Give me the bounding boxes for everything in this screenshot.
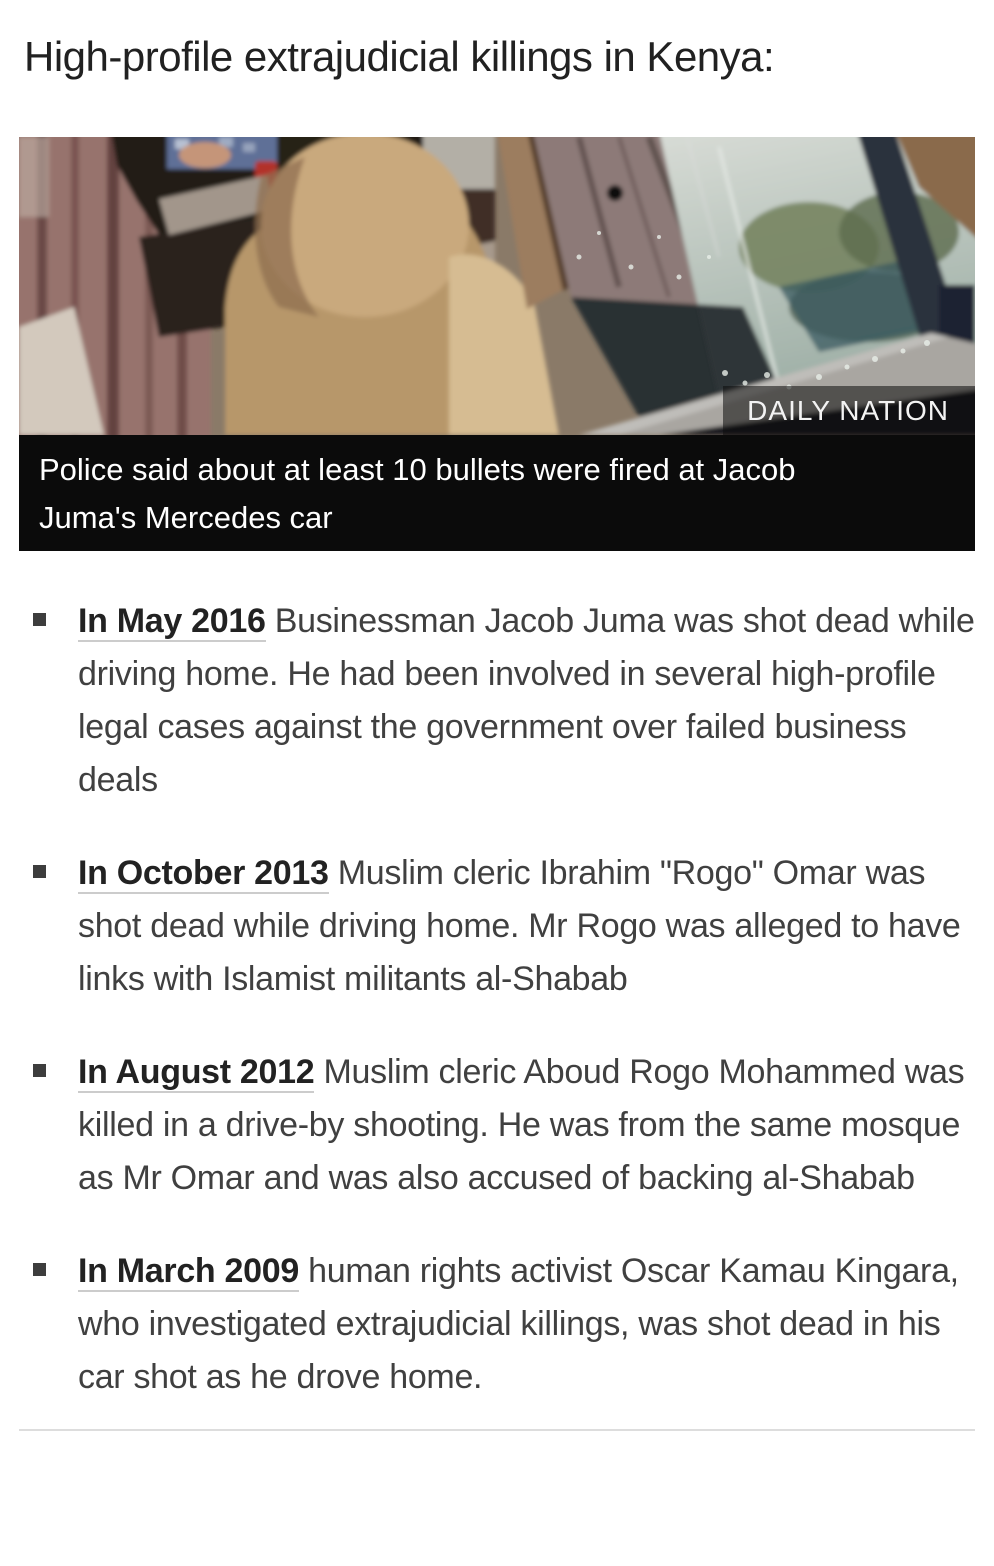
bullet-square-icon xyxy=(33,865,46,878)
timeline-item xyxy=(19,1046,975,1205)
page-title: High-profile extrajudicial killings in Kenya: xyxy=(24,33,775,80)
image-attribution-badge: DAILY NATION xyxy=(723,386,975,435)
timeline-date-link[interactable]: In August 2012 xyxy=(78,1053,315,1091)
image-caption: Police said about at least 10 bullets were fired at Jacob Juma's Mercedes car xyxy=(19,435,975,551)
bullet-square-icon xyxy=(33,1263,46,1276)
timeline-item xyxy=(19,847,975,1006)
timeline-item-text: Businessman Jacob Juma was shot dead while driving home. He had been involved in several high-profile legal cases against the government over failed business deals xyxy=(78,602,975,799)
article-section xyxy=(0,30,994,1431)
section-divider xyxy=(19,1429,975,1431)
timeline-date-link[interactable]: In October 2013 xyxy=(78,854,329,892)
timeline-item-text: Muslim cleric Ibrahim "Rogo" Omar was shot dead while driving home. Mr Rogo was alleged to have links with Islamist militants al-Shabab xyxy=(78,854,961,998)
timeline-list xyxy=(19,595,975,1404)
article-image xyxy=(19,137,975,551)
timeline-item-text: Muslim cleric Aboud Rogo Mohammed was killed in a drive-by shooting. He was from the same mosque as Mr Omar and was also accused of backing al-Shabab xyxy=(78,1053,965,1197)
bullet-square-icon xyxy=(33,1064,46,1077)
timeline-date-link[interactable]: In May 2016 xyxy=(78,602,266,640)
timeline-item xyxy=(19,595,975,807)
car-photo xyxy=(19,137,975,435)
timeline-item xyxy=(19,1245,975,1404)
timeline-item-text: human rights activist Oscar Kamau Kingara, who investigated extrajudicial killings, was shot dead in his car shot as he drove home. xyxy=(78,1252,959,1396)
timeline-date-link[interactable]: In March 2009 xyxy=(78,1252,299,1290)
bullet-square-icon xyxy=(33,613,46,626)
